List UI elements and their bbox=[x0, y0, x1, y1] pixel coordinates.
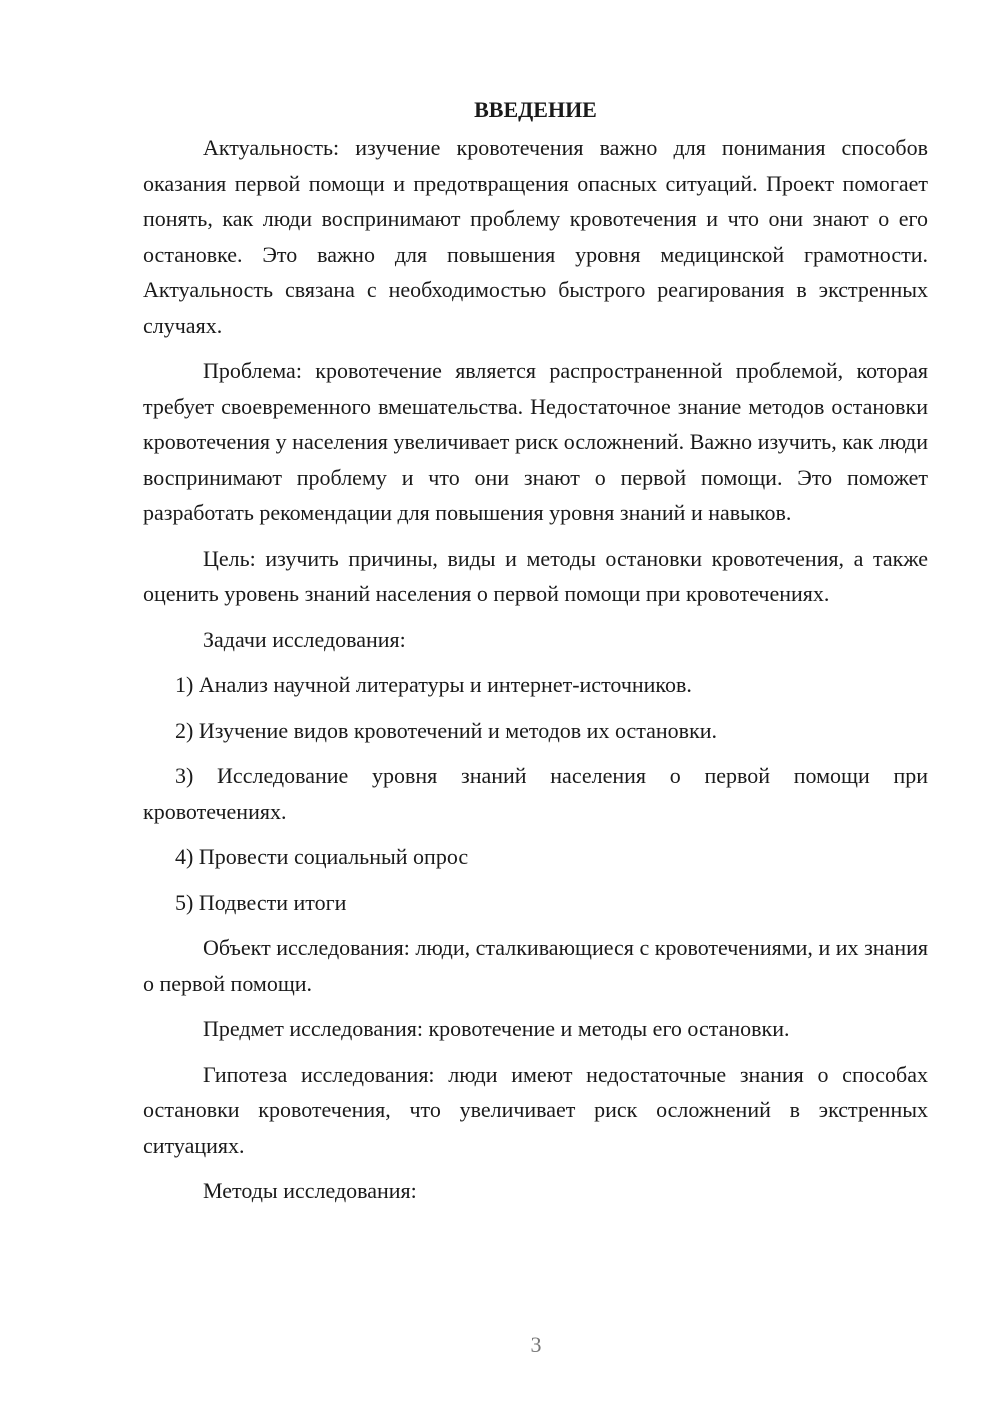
paragraph-hypothesis: Гипотеза исследования: люди имеют недостаточные знания о способах остановки кровотечения, что увеличивает риск осложнений в экстренных ситуациях. bbox=[143, 1061, 928, 1158]
paragraph-subject: Предмет исследования: кровотечение и методы его остановки. bbox=[203, 1016, 790, 1041]
paragraph-goal: Цель: изучить причины, виды и методы остановки кровотечения, а также оценить уровень знаний населения о первой помощи при кровотечениях. bbox=[143, 545, 928, 606]
page-number: 3 bbox=[530, 1332, 542, 1357]
task-item: 4) Провести социальный опрос bbox=[175, 844, 469, 869]
task-item: 2) Изучение видов кровотечений и методов их остановки. bbox=[175, 717, 718, 743]
paragraph-tasks-heading: Задачи исследования: bbox=[203, 626, 406, 652]
paragraph-methods-heading: Методы исследования: bbox=[203, 1178, 417, 1203]
task-item: 3) Исследование уровня знаний населения о первой помощи при кровотечениях. bbox=[143, 763, 928, 824]
page-title: ВВЕДЕНИЕ bbox=[474, 97, 597, 122]
paragraph-object: Объект исследования: люди, сталкивающиеся с кровотечениями, и их знания о первой помощи. bbox=[143, 935, 928, 996]
document-page bbox=[143, 92, 928, 1219]
task-item: 5) Подвести итоги bbox=[175, 889, 347, 915]
paragraph-relevance: Актуальность: изучение кровотечения важно для понимания способов оказания первой помощи и предотвращения опасных ситуаций. Проект помогает понять, как люди воспринимают проблему кровотечения и что они знают о его остановке. Это важно для повышения уровня медицинской грамотности. Актуальность связана с необходимостью быстрого реагирования в экстренных случаях. bbox=[143, 135, 928, 338]
task-item: 1) Анализ научной литературы и интернет-источников. bbox=[175, 672, 692, 697]
paragraph-problem: Проблема: кровотечение является распространенной проблемой, которая требует своевременного вмешательства. Недостаточное знание методов остановки кровотечения у населения увеличивает риск осложнений. Важно изучить, как люди воспринимают проблему и что они знают о первой помощи. Это поможет разработать рекомендации для повышения уровня знаний и навыков. bbox=[143, 358, 928, 525]
